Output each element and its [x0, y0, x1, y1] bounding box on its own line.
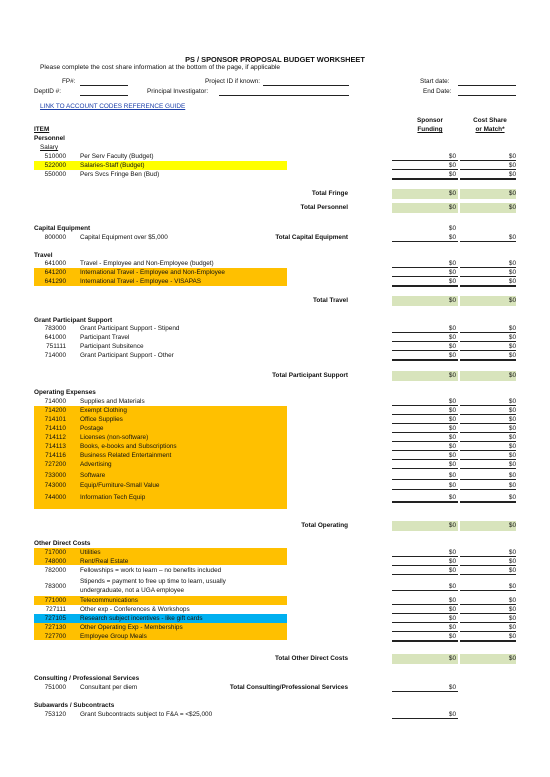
row-code: 641200 — [44, 269, 66, 276]
costshare-value: $0 — [508, 153, 516, 160]
total-fringe-cost: $0 — [508, 190, 516, 197]
sponsor-cell-line — [392, 332, 458, 333]
costshare-value: $0 — [508, 398, 516, 405]
project-id-field[interactable] — [263, 85, 349, 86]
sponsor-cell-line — [392, 450, 458, 451]
row-code: 783000 — [44, 583, 66, 590]
sponsor-value: $0 — [448, 260, 456, 267]
costshare-cell-line — [460, 160, 516, 161]
sponsor-value: $0 — [448, 416, 456, 423]
row-code: 782000 — [44, 567, 66, 574]
row-code: 727200 — [44, 461, 66, 468]
row-code: 510000 — [44, 153, 66, 160]
row-desc: Books, e-books and Subscriptions — [80, 443, 177, 450]
sponsor-value: $0 — [448, 461, 456, 468]
costshare-value: $0 — [508, 452, 516, 459]
costshare-value: $0 — [508, 269, 516, 276]
costshare-value: $0 — [508, 171, 516, 178]
sponsor-cell-line — [392, 359, 458, 361]
sponsor-value: $0 — [448, 162, 456, 169]
row-desc: Per Serv Faculty (Budget) — [80, 153, 154, 160]
row-code: 550000 — [44, 171, 66, 178]
sponsor-cell-line — [392, 441, 458, 442]
total-travel-sponsor: $0 — [448, 297, 456, 304]
costshare-value: $0 — [508, 461, 516, 468]
sponsor-value: $0 — [448, 472, 456, 479]
sponsor-cell-line — [392, 405, 458, 406]
row-code: 733000 — [44, 472, 66, 479]
capital-row-sponsor: $0 — [448, 225, 456, 232]
costshare-cell-line — [460, 423, 516, 424]
sponsor-cell-line — [392, 501, 458, 503]
costshare-value: $0 — [508, 434, 516, 441]
salary-label: Salary — [40, 144, 59, 151]
costshare-value: $0 — [508, 624, 516, 631]
consulting-desc: Consultant per diem — [80, 684, 138, 691]
costshare-cell-line — [460, 468, 516, 469]
row-desc: Stipends = payment to free up time to learn, usually — [80, 578, 226, 585]
row-code: 714110 — [45, 425, 66, 432]
sponsor-value: $0 — [448, 398, 456, 405]
row-desc-line2: undergraduate, not a UGA employee — [80, 587, 185, 594]
total-participant-cost: $0 — [508, 372, 516, 379]
sponsor-cell-line — [392, 459, 458, 460]
sponsor-value: $0 — [448, 606, 456, 613]
row-code: 727105 — [44, 615, 66, 622]
row-desc: Fellowships = work to learn – no benefits included — [80, 567, 222, 574]
sponsor-value: $0 — [448, 615, 456, 622]
consulting-sponsor: $0 — [448, 684, 456, 691]
row-desc: Research subject incentives - like gift cards — [80, 615, 203, 622]
row-desc: International Travel - Employee and Non-Employee — [80, 269, 225, 276]
total-travel-cost: $0 — [508, 297, 516, 304]
costshare-cell-line — [460, 631, 516, 632]
sponsor-value: $0 — [448, 153, 456, 160]
costshare-cell-line — [460, 285, 516, 287]
costshare-value: $0 — [508, 443, 516, 450]
costshare-cell-line — [460, 556, 516, 557]
subawards-sponsor: $0 — [448, 711, 456, 718]
total-fringe-label: Total Fringe — [311, 190, 348, 197]
row-code: 783000 — [44, 325, 66, 332]
costshare-cell-line — [460, 459, 516, 460]
costshare-cell-line — [460, 501, 516, 503]
row-desc: Employee Group Meals — [80, 633, 147, 640]
sponsor-header-line2: Funding — [417, 126, 443, 133]
row-code: 727130 — [44, 624, 66, 631]
total-personnel-sponsor: $0 — [448, 204, 456, 211]
sponsor-value: $0 — [448, 494, 456, 501]
total-other-cost: $0 — [508, 655, 516, 662]
total-other-sponsor: $0 — [448, 655, 456, 662]
sponsor-cell-line — [392, 285, 458, 287]
costshare-cell-line — [460, 414, 516, 415]
sponsor-value: $0 — [448, 278, 456, 285]
end-date-field[interactable] — [458, 95, 516, 96]
costshare-value: $0 — [508, 606, 516, 613]
row-code: 522000 — [44, 162, 66, 169]
sponsor-cell-line — [392, 468, 458, 469]
costshare-cell-line — [460, 622, 516, 623]
total-operating-sponsor: $0 — [448, 522, 456, 529]
row-desc: Grant Participant Support - Stipend — [80, 325, 180, 332]
sponsor-cell-line — [392, 432, 458, 433]
row-desc: Salaries-Staff (Budget) — [80, 162, 145, 169]
total-participant-label: Total Participant Support — [272, 372, 348, 379]
item-column-header: ITEM — [34, 126, 50, 133]
sponsor-value: $0 — [448, 633, 456, 640]
costshare-cell-line — [460, 441, 516, 442]
total-capital-cost: $0 — [508, 234, 516, 241]
sponsor-cell-line — [392, 169, 458, 170]
costshare-cell-line — [460, 267, 516, 268]
row-desc: Advertising — [80, 461, 112, 468]
row-desc: Licenses (non-software) — [80, 434, 149, 441]
sponsor-value: $0 — [448, 597, 456, 604]
row-code: 771000 — [44, 597, 66, 604]
sponsor-cell-line — [392, 604, 458, 605]
total-fringe-sponsor: $0 — [448, 190, 456, 197]
row-desc: Telecommunications — [80, 597, 138, 604]
sponsor-value: $0 — [448, 567, 456, 574]
row-desc: Business Related Entertainment — [80, 452, 172, 459]
highlight-operating-block-2 — [34, 480, 287, 509]
sponsor-cell-line — [392, 613, 458, 614]
sponsor-cell-line — [392, 350, 458, 351]
sponsor-value: $0 — [448, 334, 456, 341]
row-desc: Utilities — [80, 549, 101, 556]
total-operating-label: Total Operating — [301, 522, 348, 529]
sponsor-cell-line — [392, 489, 458, 490]
costshare-cell-line — [460, 640, 516, 642]
sponsor-cell-line — [392, 341, 458, 342]
fp-field[interactable] — [80, 85, 128, 86]
consulting-sponsor-line — [392, 691, 458, 692]
sponsor-value: $0 — [448, 452, 456, 459]
costshare-value: $0 — [508, 416, 516, 423]
principal-investigator-label: Principal Investigator: — [147, 88, 209, 95]
principal-investigator-field[interactable] — [219, 95, 349, 96]
sponsor-header-line1: Sponsor — [417, 117, 443, 124]
costshare-value: $0 — [508, 260, 516, 267]
costshare-value: $0 — [508, 352, 516, 359]
sponsor-cell-line — [392, 622, 458, 623]
sponsor-cell-line — [392, 178, 458, 180]
sponsor-cell-line — [392, 267, 458, 268]
costshare-cell-line — [460, 604, 516, 605]
costshare-value: $0 — [508, 558, 516, 565]
sponsor-cell-line — [392, 565, 458, 566]
sponsor-value: $0 — [448, 558, 456, 565]
subawards-desc: Grant Subcontracts subject to F&A = <$25,000 — [80, 711, 213, 718]
total-capital-sponsor: $0 — [448, 234, 456, 241]
costshare-value: $0 — [508, 482, 516, 489]
costshare-cell-line — [460, 350, 516, 351]
subawards-sponsor-line — [392, 718, 458, 719]
sponsor-cell-line — [392, 574, 458, 575]
worksheet-title: PS / SPONSOR PROPOSAL BUDGET WORKSHEET — [185, 55, 365, 64]
sponsor-value: $0 — [448, 171, 456, 178]
row-desc: International Travel - Employee - VISAPAS — [80, 278, 202, 285]
costshare-cell-line — [460, 332, 516, 333]
costshare-value: $0 — [508, 425, 516, 432]
row-code: 641290 — [44, 278, 66, 285]
costshare-value: $0 — [508, 325, 516, 332]
sponsor-value: $0 — [448, 325, 456, 332]
row-desc: Information Tech Equip — [80, 494, 146, 501]
costshare-value: $0 — [508, 334, 516, 341]
row-desc: Travel - Employee and Non-Employee (budget) — [80, 260, 214, 267]
capital-header: Capital Equipment — [34, 225, 91, 232]
costshare-value: $0 — [508, 162, 516, 169]
costshare-value: $0 — [508, 549, 516, 556]
row-desc: Supplies and Materials — [80, 398, 145, 405]
travel-header: Travel — [34, 252, 53, 259]
row-code: 714000 — [44, 398, 66, 405]
sponsor-value: $0 — [448, 583, 456, 590]
sponsor-cell-line — [392, 556, 458, 557]
total-personnel-cost: $0 — [508, 204, 516, 211]
costshare-value: $0 — [508, 597, 516, 604]
row-code: 743000 — [44, 482, 66, 489]
highlight-717000-748000 — [34, 548, 287, 565]
costshare-header-line2: or Match* — [475, 126, 505, 133]
row-code: 714101 — [44, 416, 66, 423]
sponsor-cell-line — [392, 631, 458, 632]
row-desc: Other exp - Conferences & Workshops — [80, 606, 190, 613]
total-consulting-label: Total Consulting/Professional Services — [229, 684, 348, 691]
row-desc: Participant Travel — [80, 334, 130, 341]
row-desc: Software — [80, 472, 106, 479]
costshare-cell-line — [460, 565, 516, 566]
costshare-cell-line — [460, 178, 516, 180]
costshare-cell-line — [460, 613, 516, 614]
costshare-cell-line — [460, 405, 516, 406]
row-code: 727700 — [44, 633, 66, 640]
personnel-header: Personnel — [34, 135, 65, 142]
total-personnel-label: Total Personnel — [300, 204, 348, 211]
total-operating-cost: $0 — [508, 522, 516, 529]
capital-code: 800000 — [44, 234, 66, 241]
costshare-value: $0 — [508, 278, 516, 285]
row-code: 714116 — [45, 452, 66, 459]
worksheet-instructions: Please complete the cost share information at the bottom of the page, if applicable — [40, 64, 281, 71]
participant-header: Grant Participant Support — [34, 317, 113, 324]
row-desc: Postage — [80, 425, 104, 432]
row-code: 641000 — [44, 260, 66, 267]
total-participant-sponsor: $0 — [448, 372, 456, 379]
costshare-cell-line — [460, 479, 516, 480]
row-code: 714200 — [44, 407, 66, 414]
fp-label: FP#: — [62, 78, 76, 85]
sponsor-cell-line — [392, 276, 458, 277]
sponsor-value: $0 — [448, 624, 456, 631]
sponsor-value: $0 — [448, 549, 456, 556]
sponsor-value: $0 — [448, 352, 456, 359]
capital-cost-line — [460, 241, 516, 242]
sponsor-cell-line — [392, 640, 458, 642]
sponsor-cell-line — [392, 479, 458, 480]
sponsor-value: $0 — [448, 482, 456, 489]
row-desc: Other Operating Exp - Memberships — [80, 624, 183, 631]
consulting-code: 751000 — [44, 684, 66, 691]
row-code: 714113 — [45, 443, 66, 450]
row-desc: Equip/Furniture-Small Value — [80, 482, 160, 489]
subawards-header: Subawards / Subcontracts — [34, 702, 115, 709]
other-direct-header: Other Direct Costs — [34, 540, 91, 547]
total-capital-label: Total Capital Equipment — [275, 234, 348, 241]
subawards-code: 753120 — [44, 711, 66, 718]
row-code: 727111 — [45, 606, 66, 613]
costshare-cell-line — [460, 590, 516, 591]
costshare-cell-line — [460, 574, 516, 575]
costshare-header-line1: Cost Share — [473, 117, 507, 124]
row-desc: Participant Subsitence — [80, 343, 144, 350]
row-code: 751111 — [46, 343, 66, 350]
highlight-771000 — [34, 596, 287, 605]
sponsor-value: $0 — [448, 343, 456, 350]
row-desc: Grant Participant Support - Other — [80, 352, 174, 359]
costshare-cell-line — [460, 359, 516, 361]
row-code: 714000 — [44, 352, 66, 359]
costshare-value: $0 — [508, 615, 516, 622]
costshare-cell-line — [460, 432, 516, 433]
consulting-header: Consulting / Professional Services — [34, 675, 140, 682]
sponsor-value: $0 — [448, 407, 456, 414]
costshare-cell-line — [460, 276, 516, 277]
row-code: 717000 — [44, 549, 66, 556]
total-other-direct-label: Total Other Direct Costs — [274, 655, 348, 662]
costshare-value: $0 — [508, 567, 516, 574]
costshare-value: $0 — [508, 583, 516, 590]
costshare-cell-line — [460, 450, 516, 451]
sponsor-value: $0 — [448, 425, 456, 432]
costshare-cell-line — [460, 341, 516, 342]
deptid-label: DeptID #: — [34, 88, 61, 95]
sponsor-value: $0 — [448, 269, 456, 276]
row-code: 641000 — [44, 334, 66, 341]
operating-header: Operating Expenses — [34, 389, 96, 396]
costshare-value: $0 — [508, 494, 516, 501]
costshare-value: $0 — [508, 633, 516, 640]
row-desc: Office Supplies — [80, 416, 123, 423]
row-desc: Exempt Clothing — [80, 407, 127, 414]
end-date-label: End Date: — [423, 88, 452, 95]
row-code: 744000 — [44, 494, 66, 501]
costshare-cell-line — [460, 169, 516, 170]
capital-desc: Capital Equipment over $5,000 — [80, 234, 168, 241]
start-date-label: Start date: — [420, 78, 450, 85]
capital-sponsor-line — [392, 241, 458, 242]
costshare-value: $0 — [508, 343, 516, 350]
total-travel-label: Total Travel — [312, 297, 348, 304]
sponsor-cell-line — [392, 414, 458, 415]
sponsor-value: $0 — [448, 434, 456, 441]
costshare-value: $0 — [508, 472, 516, 479]
row-desc: Rent/Real Estate — [80, 558, 129, 565]
row-code: 748000 — [44, 558, 66, 565]
sponsor-cell-line — [392, 423, 458, 424]
highlight-522000 — [34, 161, 287, 170]
project-id-label: Project ID if known: — [205, 78, 261, 85]
row-code: 714112 — [45, 434, 66, 441]
account-codes-link[interactable]: LINK TO ACCOUNT CODES REFERENCE GUIDE — [40, 103, 186, 110]
deptid-field[interactable] — [80, 95, 128, 96]
start-date-field[interactable] — [458, 85, 516, 86]
costshare-value: $0 — [508, 407, 516, 414]
costshare-cell-line — [460, 489, 516, 490]
sponsor-cell-line — [392, 590, 458, 591]
row-desc: Pers Svcs Fringe Ben (Bud) — [80, 171, 160, 178]
sponsor-cell-line — [392, 160, 458, 161]
sponsor-value: $0 — [448, 443, 456, 450]
